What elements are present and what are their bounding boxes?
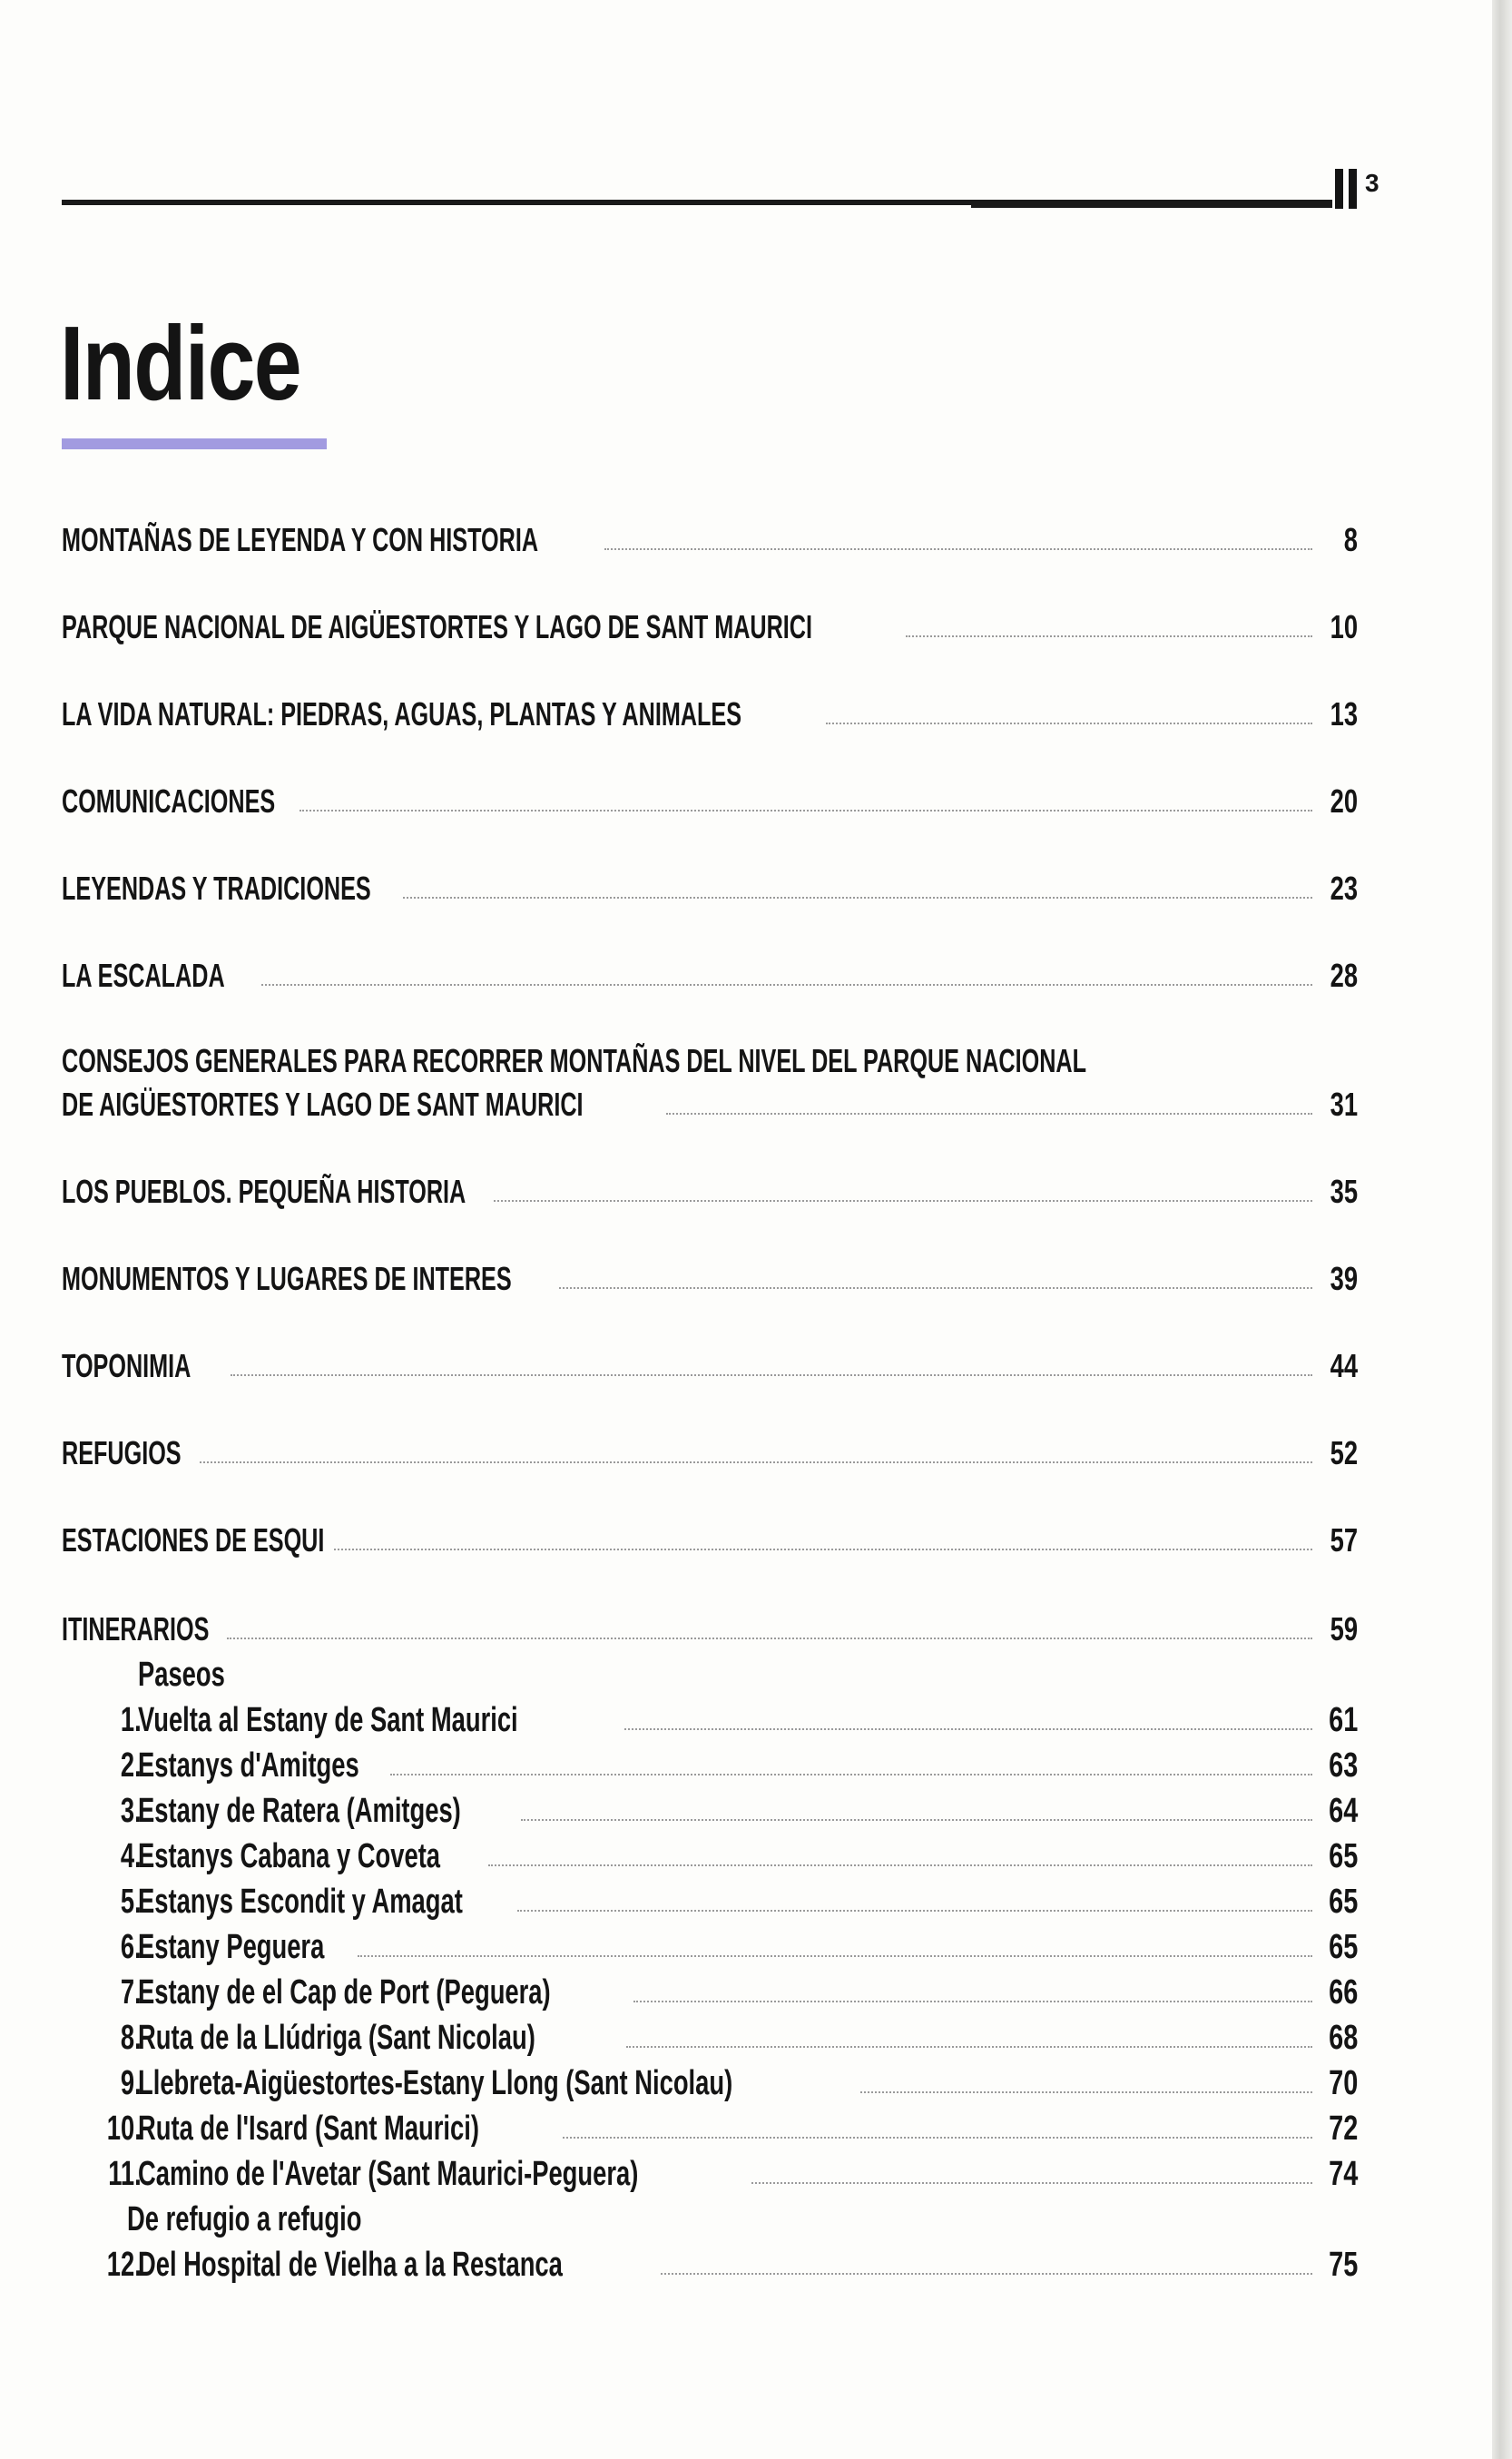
itinerary-label: Estany Peguera [138, 1928, 325, 1966]
dot-leader [200, 1461, 1312, 1463]
dot-leader [261, 984, 1312, 986]
toc-entry [62, 517, 1358, 563]
itinerary-page: 72 [1328, 2110, 1358, 2148]
dot-leader [358, 1955, 1312, 1957]
itinerary-number: 6. [121, 1928, 142, 1966]
toc-entry-page: 52 [1330, 1434, 1358, 1471]
itinerary-page: 75 [1328, 2246, 1358, 2284]
itinerary-number: 10. [106, 2110, 142, 2148]
itinerary-label: Camino de l'Avetar (Sant Maurici-Peguera) [138, 2155, 639, 2193]
toc-entry-page: 23 [1330, 870, 1358, 907]
itinerary-number: 3. [121, 1792, 142, 1830]
toc-entry-label: LA ESCALADA [62, 957, 225, 994]
toc-entry-page: 57 [1330, 1521, 1358, 1559]
itinerary-item [62, 2151, 1358, 2197]
itinerary-page: 65 [1328, 1837, 1358, 1875]
toc-entry-continued [62, 1082, 1358, 1127]
dot-leader [626, 2046, 1312, 2048]
toc-entry-label: ITINERARIOS [62, 1610, 210, 1648]
dot-leader [231, 1374, 1312, 1376]
itinerary-item [62, 2106, 1358, 2151]
toc-entry-page: 31 [1330, 1086, 1358, 1123]
page-title: Indice [60, 304, 301, 422]
itinerary-item [62, 1879, 1358, 1924]
toc-entry [62, 1431, 1358, 1476]
itinerary-page: 64 [1328, 1792, 1358, 1830]
toc-entry-page: 13 [1330, 695, 1358, 733]
itinerary-page: 63 [1328, 1746, 1358, 1785]
dot-leader [661, 2273, 1312, 2275]
toc-entry [62, 692, 1358, 737]
itinerary-number: 8. [121, 2019, 142, 2057]
itinerary-page: 65 [1328, 1883, 1358, 1921]
dot-leader [227, 1638, 1312, 1639]
toc-entry [62, 1343, 1358, 1389]
itinerary-label: Del Hospital de Vielha a la Restanca [138, 2246, 563, 2284]
itinerary-label: Ruta de l'Isard (Sant Maurici) [138, 2110, 479, 2148]
itinerary-number: 1. [121, 1701, 142, 1739]
itinerary-page: 66 [1328, 1973, 1358, 2011]
toc-entry [62, 1518, 1358, 1563]
itinerary-item [62, 1834, 1358, 1879]
itinerary-group-refugio: De refugio a refugio [127, 2200, 362, 2238]
toc-entry-label: LEYENDAS Y TRADICIONES [62, 870, 371, 907]
itinerary-item [62, 1697, 1358, 1743]
toc-entry-page: 35 [1330, 1173, 1358, 1210]
itinerary-item [62, 1743, 1358, 1788]
itinerary-item [62, 1970, 1358, 2015]
toc-entry-label: MONTAÑAS DE LEYENDA Y CON HISTORIA [62, 521, 539, 558]
dot-leader [521, 1819, 1312, 1821]
itinerary-number: 12. [106, 2246, 142, 2284]
dot-leader [517, 1910, 1312, 1912]
itinerary-label: Ruta de la Llúdriga (Sant Nicolau) [138, 2019, 535, 2057]
dot-leader [860, 2091, 1312, 2093]
toc-entry-label: ESTACIONES DE ESQUI [62, 1521, 325, 1559]
toc-entry [62, 1038, 1358, 1084]
itinerary-label: Llebreta-Aigüestortes-Estany Llong (Sant Nicolau) [138, 2064, 733, 2102]
dot-leader [624, 1728, 1312, 1730]
itinerary-number: 7. [121, 1973, 142, 2011]
itinerary-page: 70 [1328, 2064, 1358, 2102]
page-number: 3 [1365, 169, 1379, 197]
itinerary-item [62, 1924, 1358, 1970]
itinerary-page: 65 [1328, 1928, 1358, 1966]
toc-entry-page: 20 [1330, 782, 1358, 820]
toc-entry-label: TOPONIMIA [62, 1347, 191, 1384]
toc-entry [62, 779, 1358, 824]
itinerary-label: Estanys d'Amitges [138, 1746, 359, 1785]
toc-entry-label: PARQUE NACIONAL DE AIGÜESTORTES Y LAGO DE SANT MAURICI [62, 608, 813, 645]
itinerary-number: 9. [121, 2064, 142, 2102]
toc-entry [62, 1169, 1358, 1215]
itinerary-number: 4. [121, 1837, 142, 1875]
itinerary-group-paseos: Paseos [138, 1656, 225, 1694]
toc-entry-label: COMUNICACIONES [62, 782, 276, 820]
itinerary-label: Vuelta al Estany de Sant Maurici [138, 1701, 518, 1739]
itinerary-number: 11. [108, 2155, 142, 2193]
toc-entry-page: 28 [1330, 957, 1358, 994]
toc-entry-label: LOS PUEBLOS. PEQUEÑA HISTORIA [62, 1173, 466, 1210]
toc-entry-page: 39 [1330, 1260, 1358, 1297]
toc-entry-label: LA VIDA NATURAL: PIEDRAS, AGUAS, PLANTAS Y ANIMALES [62, 695, 742, 733]
toc-entry-label-line2: DE AIGÜESTORTES Y LAGO DE SANT MAURICI [62, 1086, 584, 1123]
itinerary-item [62, 1788, 1358, 1834]
itinerary-page: 61 [1328, 1701, 1358, 1739]
itinerary-label: Estanys Escondit y Amagat [138, 1883, 463, 1921]
dot-leader [604, 548, 1312, 550]
dot-leader [751, 2182, 1312, 2184]
itinerary-number: 5. [121, 1883, 142, 1921]
itinerary-item [62, 2061, 1358, 2106]
dot-leader [666, 1113, 1312, 1115]
toc-entry-page: 59 [1330, 1610, 1358, 1648]
dot-leader [559, 1287, 1312, 1289]
itinerary-page: 74 [1328, 2155, 1358, 2193]
itinerary-label: Estany de el Cap de Port (Peguera) [138, 1973, 551, 2011]
itinerary-item [62, 2015, 1358, 2061]
toc-entry-page: 8 [1343, 521, 1358, 558]
dot-leader [403, 897, 1312, 899]
toc-entry [62, 1607, 1358, 1652]
toc-entry-label: REFUGIOS [62, 1434, 182, 1471]
toc-entry-label: CONSEJOS GENERALES PARA RECORRER MONTAÑAS DEL NIVEL DEL PARQUE NACIONAL [62, 1042, 1086, 1079]
dot-leader [334, 1549, 1312, 1550]
itinerary-item [62, 2242, 1358, 2287]
itinerary-label: Estanys Cabana y Coveta [138, 1837, 441, 1875]
toc-entry [62, 953, 1358, 998]
dot-leader [299, 810, 1312, 811]
toc-entry-label: MONUMENTOS Y LUGARES DE INTERES [62, 1260, 512, 1297]
dot-leader [633, 2001, 1312, 2002]
toc-entry-page: 44 [1330, 1347, 1358, 1384]
dot-leader [563, 2137, 1312, 2139]
itinerary-page: 68 [1328, 2019, 1358, 2057]
dot-leader [494, 1200, 1312, 1202]
dot-leader [390, 1774, 1312, 1775]
dot-leader [488, 1864, 1312, 1866]
dot-leader [906, 635, 1312, 637]
itinerary-number: 2. [121, 1746, 142, 1785]
itinerary-label: Estany de Ratera (Amitges) [138, 1792, 461, 1830]
toc-entry [62, 1256, 1358, 1302]
toc-entry-page: 10 [1330, 608, 1358, 645]
toc-entry [62, 605, 1358, 650]
dot-leader [826, 723, 1312, 724]
toc-entry [62, 866, 1358, 911]
